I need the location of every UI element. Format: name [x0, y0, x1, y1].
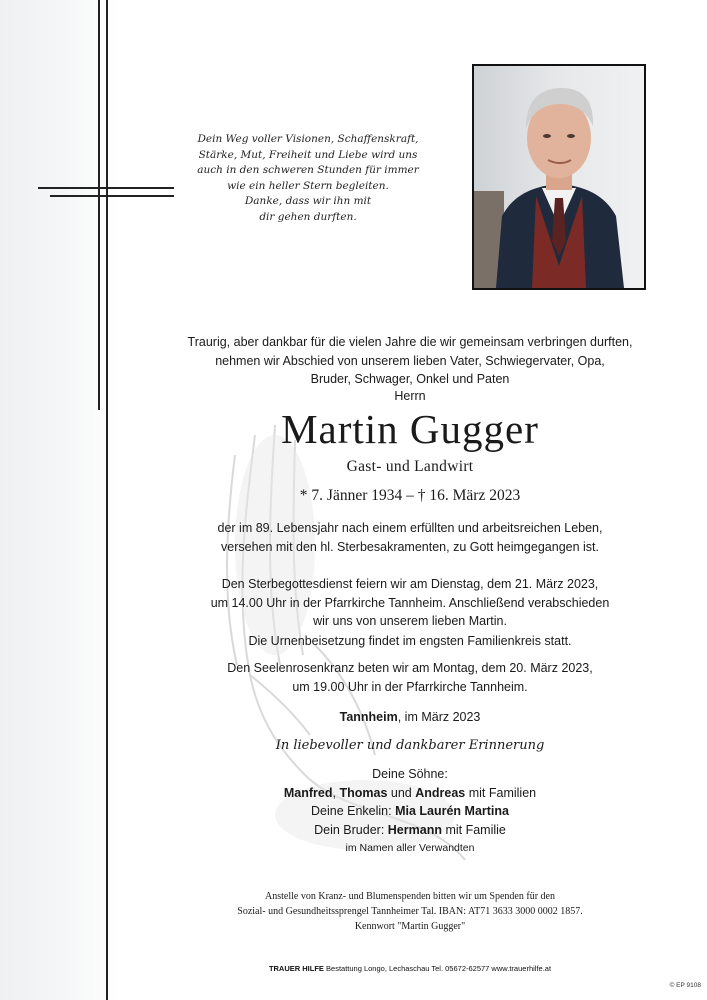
donation-line: Anstelle von Kranz- und Blumenspenden bitten wir um Spenden für den — [265, 891, 555, 902]
life-paragraph — [130, 519, 690, 556]
left-gradient-band — [0, 0, 120, 1000]
cross-horizontal-line-a — [38, 187, 174, 189]
grandchild-name: Mia Laurén Martina — [395, 804, 509, 818]
life-dates: * 7. Jänner 1934 – † 16. März 2023 — [299, 487, 521, 504]
occupation: Gast- und Landwirt — [346, 458, 474, 475]
paragraph-line: Die Urnenbeisetzung findet im engsten Familienkreis statt. — [248, 634, 572, 648]
brother-name: Hermann — [387, 822, 442, 837]
sons-line — [130, 784, 690, 803]
separator: , — [332, 785, 340, 800]
quote-line: wie ein heller Stern begleiten. — [227, 179, 389, 192]
son-name: Thomas — [339, 785, 388, 800]
portrait-photo — [472, 64, 646, 290]
place-name: Tannheim — [339, 710, 398, 724]
footer-funeral-home — [120, 964, 700, 973]
intro-line: Traurig, aber dankbar für die vielen Jahre die wir gemeinsam verbringen durften, — [187, 335, 633, 349]
intro-line: nehmen wir Abschied von unserem lieben Vater, Schwiegervater, Opa, — [215, 353, 605, 368]
brother-label: Dein Bruder: — [314, 822, 388, 837]
date-text: , im März 2023 — [397, 710, 481, 724]
urn-paragraph — [130, 632, 690, 651]
cross-vertical-line-b — [106, 0, 108, 1000]
paragraph-line: Den Sterbegottesdienst feiern wir am Dienstag, dem 21. März 2023, — [221, 577, 599, 591]
relatives-line: im Namen aller Verwandten — [345, 842, 475, 854]
memorial-quote — [188, 132, 428, 225]
paragraph-line: wir uns von unserem lieben Martin. — [313, 614, 507, 628]
brother-suffix: mit Familie — [441, 822, 506, 837]
intro-text — [130, 333, 690, 389]
quote-line: dir gehen durften. — [259, 210, 357, 223]
sons-label: Deine Söhne: — [372, 767, 448, 781]
cross-vertical-line-a — [98, 0, 100, 410]
paragraph-line: Den Seelenrosenkranz beten wir am Montag, dem 20. März 2023, — [227, 661, 593, 675]
deceased-name: Martin Gugger — [281, 406, 539, 452]
salutation: Herrn — [394, 389, 426, 403]
quote-line: Stärke, Mut, Freiheit und Liebe wird uns — [198, 148, 418, 161]
rosary-paragraph — [130, 659, 690, 696]
donation-line: Sozial- und Gesundheitssprengel Tannheimer Tal. IBAN: AT71 3633 3000 0002 1857. — [237, 906, 583, 917]
footer-brand: TRAUER HILFE — [268, 964, 324, 973]
footer-text: Bestattung Longo, Lechaschau Tel. 05672-62577 www.trauerhilfe.at — [323, 964, 552, 973]
remembrance-line: In liebevoller und dankbarer Erinnerung — [275, 738, 545, 753]
paragraph-line: um 19.00 Uhr in der Pfarrkirche Tannheim. — [292, 679, 528, 694]
donation-line: Kennwort "Martin Gugger" — [354, 921, 466, 932]
cross-horizontal-line-b — [50, 195, 174, 197]
portrait-image — [474, 66, 644, 288]
son-name: Andreas — [415, 785, 466, 800]
document-code: © EP 9108 — [669, 982, 701, 989]
quote-line: auch in den schweren Stunden für immer — [197, 164, 419, 176]
paragraph-line: versehen mit den hl. Sterbesakramenten, zu Gott heimgegangen ist. — [221, 539, 599, 554]
donation-note — [150, 889, 670, 934]
separator: und — [387, 785, 416, 800]
brother-line — [130, 821, 690, 840]
sons-suffix: mit Familien — [465, 785, 537, 800]
paragraph-line: um 14.00 Uhr in der Pfarrkirche Tannheim. Anschließend verabschieden — [210, 595, 610, 610]
place-date — [130, 710, 690, 724]
intro-line: Bruder, Schwager, Onkel und Paten — [310, 372, 510, 386]
grandchild-label: Deine Enkelin: — [311, 804, 396, 818]
paragraph-line: der im 89. Lebensjahr nach einem erfüllten und arbeitsreichen Leben, — [217, 521, 603, 535]
family-list — [130, 765, 690, 858]
grandchild-line — [130, 802, 690, 821]
quote-line: Dein Weg voller Visionen, Schaffenskraft, — [197, 133, 419, 145]
son-name: Manfred — [283, 785, 333, 800]
service-paragraph — [130, 575, 690, 631]
quote-line: Danke, dass wir ihn mit — [244, 195, 372, 207]
